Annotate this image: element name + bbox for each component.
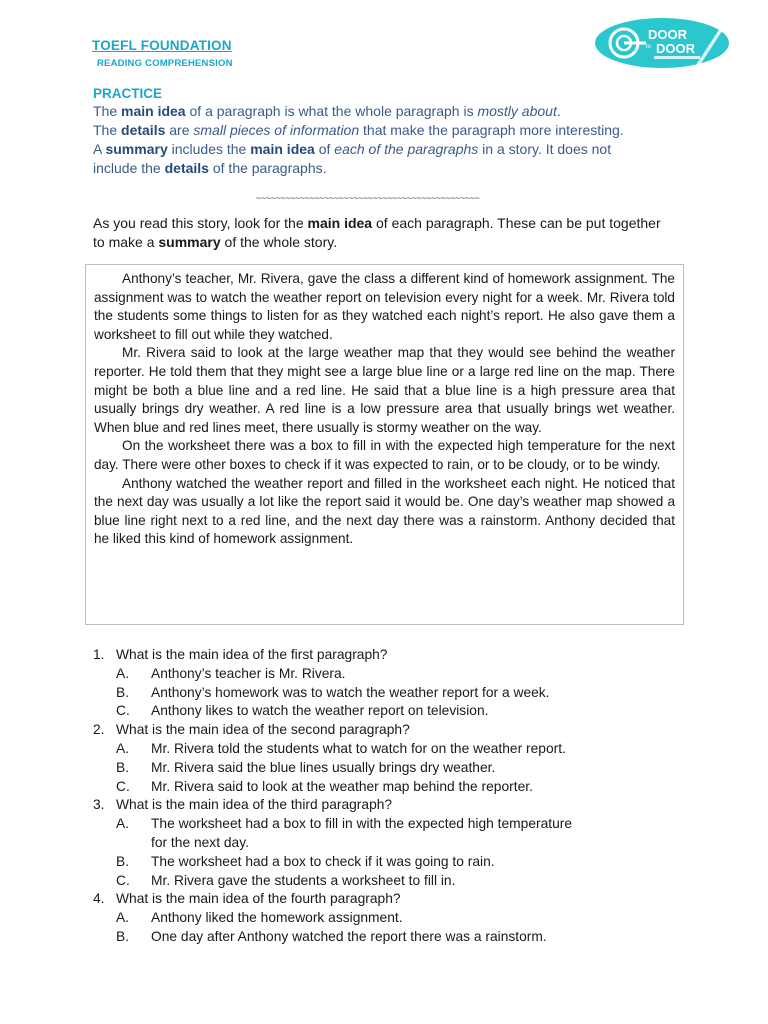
question-2: 2. What is the main idea of the second paragraph? [93,722,410,738]
practice-heading: PRACTICE [93,86,163,101]
question-1: 1. What is the main idea of the first paragraph? [93,647,388,662]
question-2-option-a: A. Mr. Rivera told the students what to watch for on the weather report. [116,740,566,756]
question-1-option-b: B. Anthony’s homework was to watch the weather report for a week. [116,684,550,700]
definition-details: The details are small pieces of information that make the paragraph more interesting. [93,122,624,138]
story-paragraph-4: Anthony watched the weather report and filled in the worksheet each night. He noticed that the next day was usually a lot like the report said it would be. One day’s weather map showed a blue line right next to a red line, and the next day there was a rainstorm. Anthony decided that he liked this kind of homework assignment. [94,475,675,547]
logo-text-top: DOOR [648,27,687,42]
story-paragraph-2: Mr. Rivera said to look at the large weather map that they would see behind the weather reporter. He told them that they might see a large blue line or a large red line on the map. There might be both a blue line and a red line. He said that a blue line is a high pressure area that usually brings dry weather. A red line is a low pressure area that usually brings wet weather. When blue and red lines meet, there usually is stormy weather on the way. [94,345,675,435]
question-2-option-c: C. Mr. Rivera said to look at the weather map behind the reporter. [116,778,533,794]
question-list [93,646,693,947]
question-4-option-a: A. Anthony liked the homework assignment. [116,910,403,926]
question-4-option-b: B. One day after Anthony watched the report there was a rainstorm. [116,928,547,944]
lead-instructions: As you read this story, look for the main idea of each paragraph. These can be put together to make a summary of the whole story. [93,215,661,250]
question-2-option-b: B. Mr. Rivera said the blue lines usually brings dry weather. [116,759,496,775]
doc-subtitle: READING COMPREHENSION [97,58,233,69]
story-box [85,264,684,625]
logo-text-mid: to [646,44,652,50]
tilde-divider: ~~~~~~~~~~~~~~~~~~~~~~~~~~~~~~~~~~~~~~~~~~~~~~ [256,193,480,203]
story-paragraph-3: On the worksheet there was a box to fill in with the expected high temperature for the next day. There were other boxes to check if it was expected to rain, or to be cloudy, or to be windy. [94,438,675,472]
story-paragraph-1: Anthony’s teacher, Mr. Rivera, gave the class a different kind of homework assignment. The assignment was to watch the weather report on television every night for a week. Mr. Rivera told the students some things to listen for as they watched each night’s report. He also gave them a worksheet to fill out while they watched. [94,271,675,342]
definition-main-idea: The main idea of a paragraph is what the whole paragraph is mostly about. [93,103,561,119]
question-3-option-b: B. The worksheet had a box to check if it was going to rain. [116,853,495,869]
question-3-option-a: A. The worksheet had a box to fill in with the expected high temperature for the next day. [116,816,573,850]
definition-summary: A summary includes the main idea of each of the paragraphs in a story. It does not include the details of the paragraphs. [93,141,612,176]
logo-text-bottom: DOOR [656,41,695,56]
intro-definitions [93,102,653,178]
question-1-option-c: C. Anthony likes to watch the weather report on television. [116,703,489,719]
question-3: 3. What is the main idea of the third paragraph? [93,797,393,813]
question-4: 4. What is the main idea of the fourth paragraph? [93,891,401,907]
doc-title: TOEFL FOUNDATION [92,38,232,53]
question-1-option-a: A. Anthony’s teacher is Mr. Rivera. [116,665,346,681]
question-3-option-c: C. Mr. Rivera gave the students a worksheet to fill in. [116,872,456,888]
door-to-door-logo [594,17,730,69]
